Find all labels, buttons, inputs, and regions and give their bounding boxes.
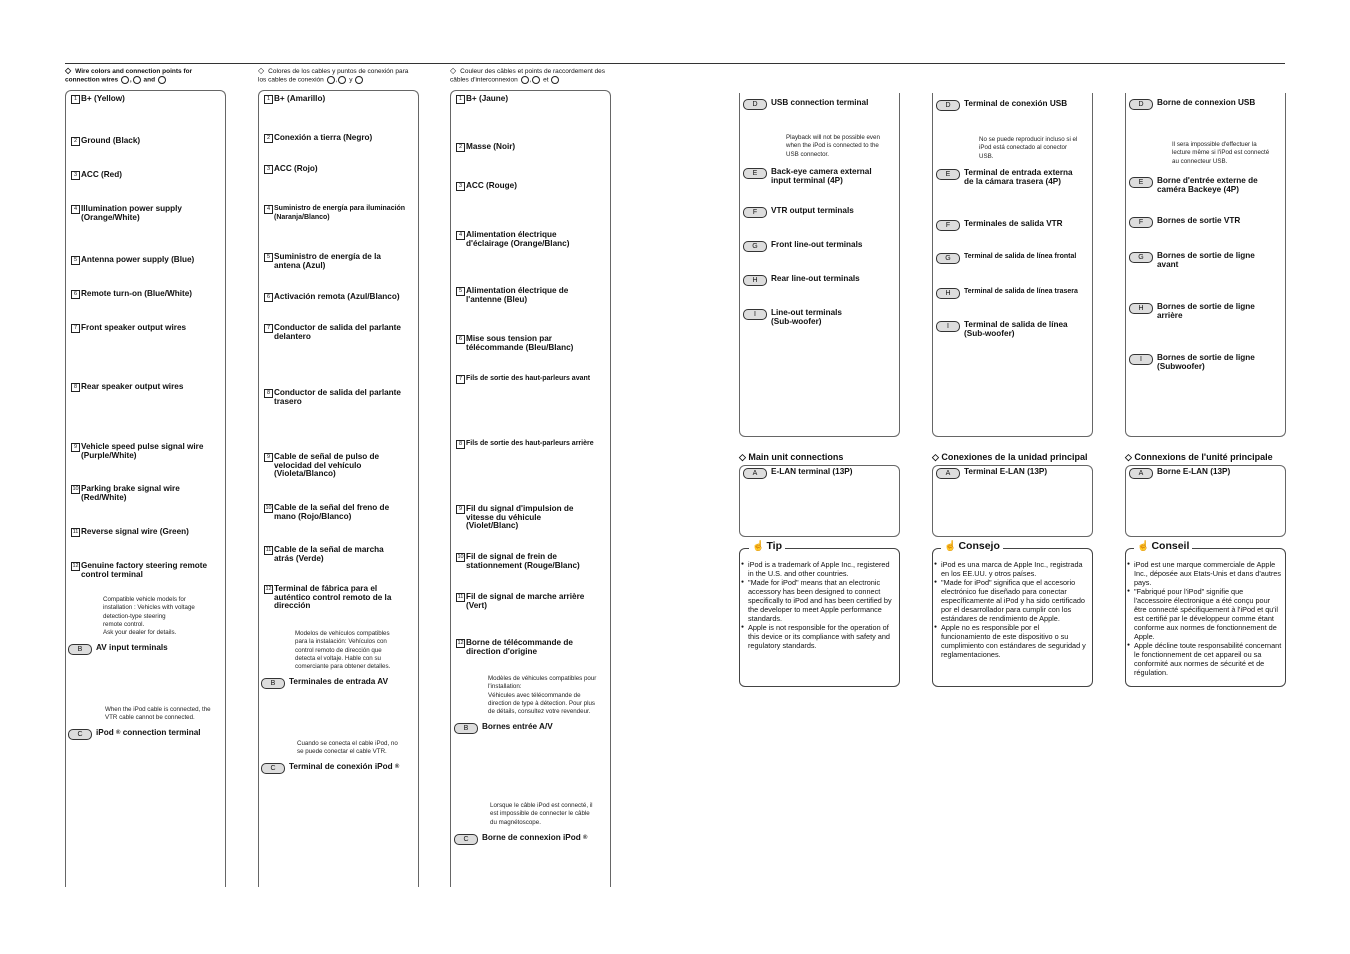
- col4-terminal-a: A E-LAN terminal (13P): [743, 468, 852, 479]
- col3-item-10: 10 Fil de signal de frein de stationnement (Rouge/Blanc): [457, 552, 580, 570]
- hand-pointer-icon: ☝: [1137, 541, 1150, 552]
- col5-terminal-f: F Terminales de salida VTR: [936, 220, 1063, 231]
- col1-item-11: 11 Reverse signal wire (Green): [72, 527, 189, 536]
- col1-terminal-c: C iPod ® connection terminal: [68, 729, 201, 740]
- col4-main-heading: ◇ Main unit connections: [739, 452, 844, 462]
- col1-heading: ◇ Wire colors and connection points for connection wires , and: [65, 66, 193, 84]
- col3-item-11: 11 Fil de signal de marche arrière (Vert): [457, 592, 585, 610]
- col1-terminal-b: B AV input terminals: [68, 644, 168, 655]
- col2-terminal-c: C Terminal de conexión iPod ®: [261, 763, 399, 774]
- top-rule: [65, 63, 1285, 64]
- col6-terminal-d: D Borne de connexion USB: [1129, 99, 1255, 110]
- list-item: ● "Fabriqué pour l'iPod" signifie que l'accessoire électronique a été conçu pour être connecté spécifiquement à l'iPod et qu'il est certifié par le développeur comme étant conforme aux normes de fonctionnement de Apple.: [1127, 587, 1282, 641]
- col2-note-ipod: Cuando se conecta el cable iPod, no se puede conectar el cable VTR.: [297, 740, 398, 756]
- col3-note-ipod: Lorsque le câble iPod est connecté, il est impossible de connecter le câble du magnétoscope.: [490, 802, 593, 826]
- col2-item-5: 5 Suministro de energía de la antena (Azul): [264, 253, 381, 270]
- col3-terminal-b: B Bornes entrée A/V: [454, 723, 553, 734]
- col2-terminal-b: B Terminales de entrada AV: [261, 678, 388, 689]
- col1-item-7: 7 Front speaker output wires: [71, 324, 186, 333]
- col5-terminal-a: A Terminal E-LAN (13P): [936, 468, 1047, 479]
- col2-item-4: 4 Suministro de energía para iluminación (Naranja/Blanco): [264, 205, 405, 222]
- col3-item-4: 4 Alimentation électrique d'éclairage (Orange/Blanc): [456, 231, 569, 248]
- col2-item-2: 2 Conexión a tierra (Negro): [264, 134, 372, 143]
- col1-item-2: 2 Ground (Black): [71, 137, 140, 146]
- col5-tip-list: [934, 560, 1089, 659]
- col1-item-8: 8 Rear speaker output wires: [71, 383, 183, 392]
- col6-terminal-e: E Borne d'entrée externe de caméra Backeye (4P): [1129, 177, 1258, 194]
- col5-main-heading: ◇ Conexiones de la unidad principal: [932, 452, 1088, 462]
- col3-panel: [450, 90, 611, 887]
- col4-terminal-g: G Front line-out terminals: [743, 241, 862, 252]
- col2-item-3: 3 ACC (Rojo): [264, 165, 318, 174]
- col6-note-usb: Il sera impossible d'effectuer la lecture même si l'iPod est connecté au connecteur USB.: [1172, 141, 1270, 165]
- col5-terminal-h: H Terminal de salida de línea trasera: [936, 288, 1078, 299]
- list-item: ● "Made for iPod" significa que el accesorio electrónico fue diseñado para conectar específicamente al iPod y ha sido certificado por el desarrollador para cumplir con los estándares de rendimiento de Apple.: [934, 578, 1089, 623]
- col4-tip-list: [741, 560, 896, 650]
- col4-terminal-i: I Line-out terminals (Sub-woofer): [743, 309, 842, 326]
- list-item: ● Apple no es responsible por el funcionamiento de este dispositivo o su cumplimiento con estándares de seguridad y reglamentaciones.: [934, 623, 1089, 659]
- col5-terminal-e: E Terminal de entrada externa de la cámara trasera (4P): [936, 169, 1073, 186]
- col3-item-6: 6 Mise sous tension par télécommande (Bleu/Blanc): [456, 335, 573, 352]
- col3-note-steering: Modèles de véhicules compatibles pour l'installation: Véhicules avec télécommande de direction de type à détection. Pour plus de détails, consultez votre revendeur.: [488, 675, 597, 716]
- hand-pointer-icon: ☝: [944, 541, 957, 552]
- col1-item-9: 9 Vehicle speed pulse signal wire (Purple/White): [71, 443, 203, 460]
- list-item: ● iPod is a trademark of Apple Inc., registered in the U.S. and other countries.: [741, 560, 896, 578]
- col3-item-1: 1 B+ (Jaune): [456, 95, 508, 104]
- col3-item-3: 3 ACC (Rouge): [456, 182, 517, 191]
- col2-note-steering: Modelos de vehículos compatibles para la instalación: Vehículos con control remoto de dirección que detecta el voltaje. Hable con su comerciante para obtener detalles.: [295, 630, 391, 671]
- col6-tip-list: [1127, 560, 1282, 677]
- col6-terminal-a: A Borne E-LAN (13P): [1129, 468, 1230, 479]
- col2-item-11: 11 Cable de la señal de marcha atrás (Verde): [265, 545, 384, 563]
- col3-item-9: 9 Fil du signal d'impulsion de vitesse du véhicule (Violet/Blanc): [456, 505, 573, 531]
- col6-terminal-g: G Bornes de sortie de ligne avant: [1129, 252, 1255, 269]
- col2-heading: ◇ Colores de los cables y puntos de conexión para los cables de conexión , y: [258, 66, 409, 84]
- col2-item-10: 10 Cable de la señal del freno de mano (Rojo/Blanco): [265, 503, 390, 521]
- col1-note-ipod: When the iPod cable is connected, the VTR cable cannot be connected.: [105, 706, 211, 722]
- col5-terminal-g: G Terminal de salida de línea frontal: [936, 253, 1076, 264]
- col4-terminal-f: F VTR output terminals: [743, 207, 854, 218]
- col2-item-9: 9 Cable de señal de pulso de velocidad del vehículo (Violeta/Blanco): [264, 453, 379, 479]
- col1-item-5: 5 Antenna power supply (Blue): [71, 256, 194, 265]
- col1-item-10: 10 Parking brake signal wire (Red/White): [72, 484, 180, 502]
- col5-terminal-d: D Terminal de conexión USB: [936, 100, 1067, 111]
- col3-item-8: 8 Fils de sortie des haut-parleurs arrière: [456, 440, 594, 449]
- col5-terminal-i: I Terminal de salida de línea (Sub-woofer): [936, 321, 1068, 338]
- col6-tip-title: ☝ Conseil: [1134, 540, 1192, 552]
- col3-heading: ◇ Couleur des câbles et points de raccordement des câbles d'interconnexion , et: [450, 66, 606, 84]
- col1-item-4: 4 Illumination power supply (Orange/White): [71, 205, 182, 222]
- col2-item-6: 6 Activación remota (Azul/Blanco): [264, 293, 400, 302]
- col3-item-2: 2 Masse (Noir): [456, 143, 515, 152]
- hand-pointer-icon: ☝: [752, 541, 765, 552]
- col3-item-7: 7 Fils de sortie des haut-parleurs avant: [456, 375, 590, 384]
- col2-item-12: 12 Terminal de fábrica para el auténtico control remoto de la dirección: [265, 584, 392, 611]
- col6-main-heading: ◇ Connexions de l'unité principale: [1125, 452, 1273, 462]
- col2-item-1: 1 B+ (Amarillo): [264, 95, 325, 104]
- list-item: ● "Made for iPod" means that an electronic accessory has been designed to connect specifically to iPod and has been certified by the developer to meet Apple performance standards.: [741, 578, 896, 623]
- list-item: ● Apple is not responsible for the operation of this device or its compliance with safety and regulatory standards.: [741, 623, 896, 650]
- col2-item-8: 8 Conductor de salida del parlante trasero: [264, 389, 401, 406]
- col1-item-12: 12 Genuine factory steering remote control terminal: [72, 561, 208, 579]
- col3-terminal-c: C Borne de connexion iPod ®: [454, 834, 587, 845]
- list-item: ● iPod est une marque commerciale de Apple Inc., déposée aux Etats-Unis et dans d'autres pays.: [1127, 560, 1282, 587]
- col4-terminal-h: H Rear line-out terminals: [743, 275, 860, 286]
- col1-item-1: 1 B+ (Yellow): [71, 95, 125, 104]
- col4-terminal-e: E Back-eye camera external input terminal (4P): [743, 168, 872, 185]
- col4-note-usb: Playback will not be possible even when the iPod is connected to the USB connector.: [786, 134, 880, 158]
- col5-tip-title: ☝ Consejo: [941, 540, 1003, 552]
- col1-note-steering: Compatible vehicle models for installation : Vehicles with voltage detection-type steering remote control. Ask your dealer for details.: [103, 596, 195, 637]
- list-item: ● iPod es una marca de Apple Inc., registrada en los EE.UU. y otros países.: [934, 560, 1089, 578]
- col6-terminal-h: H Bornes de sortie de ligne arrière: [1129, 303, 1255, 320]
- col1-item-6: 6 Remote turn-on (Blue/White): [71, 290, 192, 299]
- col6-terminal-f: F Bornes de sortie VTR: [1129, 217, 1240, 228]
- col4-terminal-d: D USB connection terminal: [743, 99, 868, 110]
- list-item: ● Apple décline toute responsabilité concernant le fonctionnement de cet appareil ou sa conformité aux normes de sécurité et de régulation.: [1127, 641, 1282, 677]
- col4-tip-title: ☝ Tip: [749, 540, 785, 552]
- col2-item-7: 7 Conductor de salida del parlante delantero: [264, 324, 401, 341]
- col5-note-usb: No se puede reproducir incluso si el iPod está conectado al conector USB.: [979, 136, 1078, 160]
- col3-item-12: 12 Borne de télécommande de direction d'origine: [457, 638, 573, 656]
- col3-item-5: 5 Alimentation électrique de l'antenne (Bleu): [456, 287, 568, 304]
- col1-item-3: 3 ACC (Red): [71, 171, 122, 180]
- col6-terminal-i: I Bornes de sortie de ligne (Subwoofer): [1129, 354, 1255, 371]
